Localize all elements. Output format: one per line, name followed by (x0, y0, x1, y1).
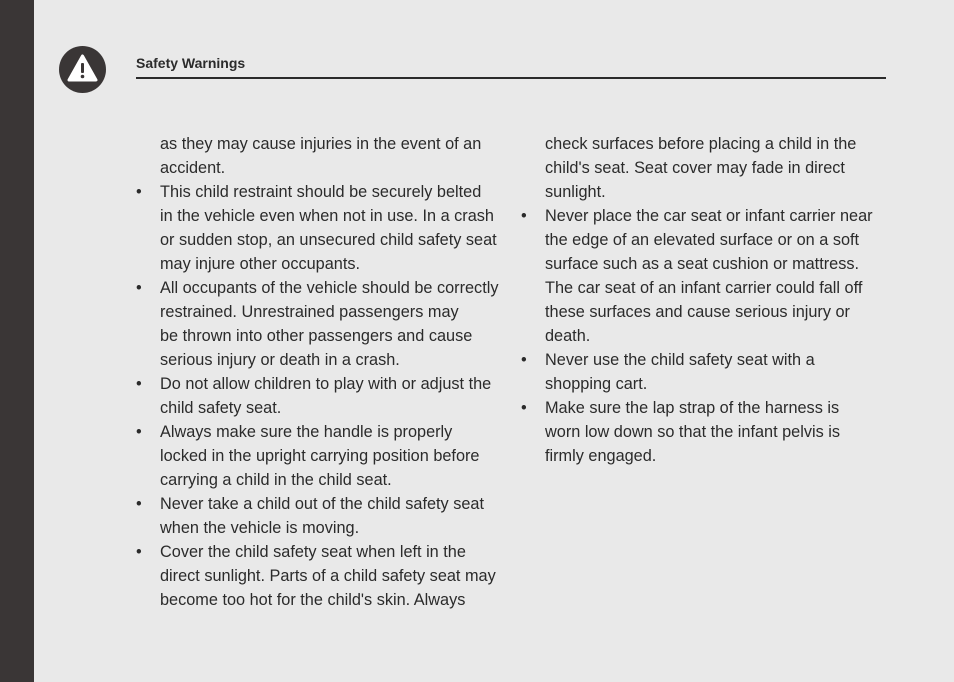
bullet-glyph: • (136, 495, 142, 513)
list-item-text: Make sure the lap strap of the harness is worn low down so that the infant pelvis is firmly engaged. (545, 399, 841, 465)
list-item (521, 396, 891, 468)
bullet-glyph: • (136, 423, 142, 441)
bullet-glyph: • (521, 351, 527, 369)
bullet-glyph: • (521, 399, 527, 417)
list-item (136, 492, 516, 540)
bullet-glyph: • (136, 279, 142, 297)
list-item-text: All occupants of the vehicle should be correctly restrained. Unrestrained passengers may be thrown into other passengers and cause serious injury or death in a crash. (160, 279, 499, 369)
left-continuation-text: as they may cause injuries in the event of an accident. (160, 135, 482, 177)
right-column (521, 132, 891, 468)
list-item-text: This child restraint should be securely belted in the vehicle even when not in use. In a crash or sudden stop, an unsecured child safety seat may injure other occupants. (160, 183, 497, 273)
bullet-glyph: • (136, 543, 142, 561)
list-item-text: Do not allow children to play with or adjust the child safety seat. (160, 375, 492, 417)
right-continuation-text: check surfaces before placing a child in the child's seat. Seat cover may fade in direct sunlight. (545, 135, 857, 201)
list-item-text: Always make sure the handle is properly locked in the upright carrying position before carrying a child in the child seat. (160, 423, 480, 489)
list-item-text: Never place the car seat or infant carrier near the edge of an elevated surface or on a soft surface such as a seat cushion or mattress. The car seat of an infant carrier could fall off these surfaces and cause serious injury or death. (545, 207, 873, 345)
header-divider (136, 77, 886, 79)
list-item (136, 276, 516, 372)
list-item (521, 348, 891, 396)
list-item (136, 372, 516, 420)
bullet-glyph: • (136, 183, 142, 201)
list-item-text: Never use the child safety seat with a shopping cart. (545, 351, 815, 393)
page-sidebar (0, 0, 34, 682)
bullet-glyph: • (136, 375, 142, 393)
bullet-glyph: • (521, 207, 527, 225)
list-item (136, 540, 516, 612)
page-title: Safety Warnings (136, 55, 246, 71)
list-item-text: Never take a child out of the child safety seat when the vehicle is moving. (160, 495, 484, 537)
left-column (136, 132, 516, 612)
list-item (136, 180, 516, 276)
list-item (521, 204, 891, 348)
list-item-text: Cover the child safety seat when left in the direct sunlight. Parts of a child safety seat may become too hot for the child's skin. Always (160, 543, 496, 609)
warning-triangle-icon (59, 46, 106, 93)
list-item (136, 420, 516, 492)
